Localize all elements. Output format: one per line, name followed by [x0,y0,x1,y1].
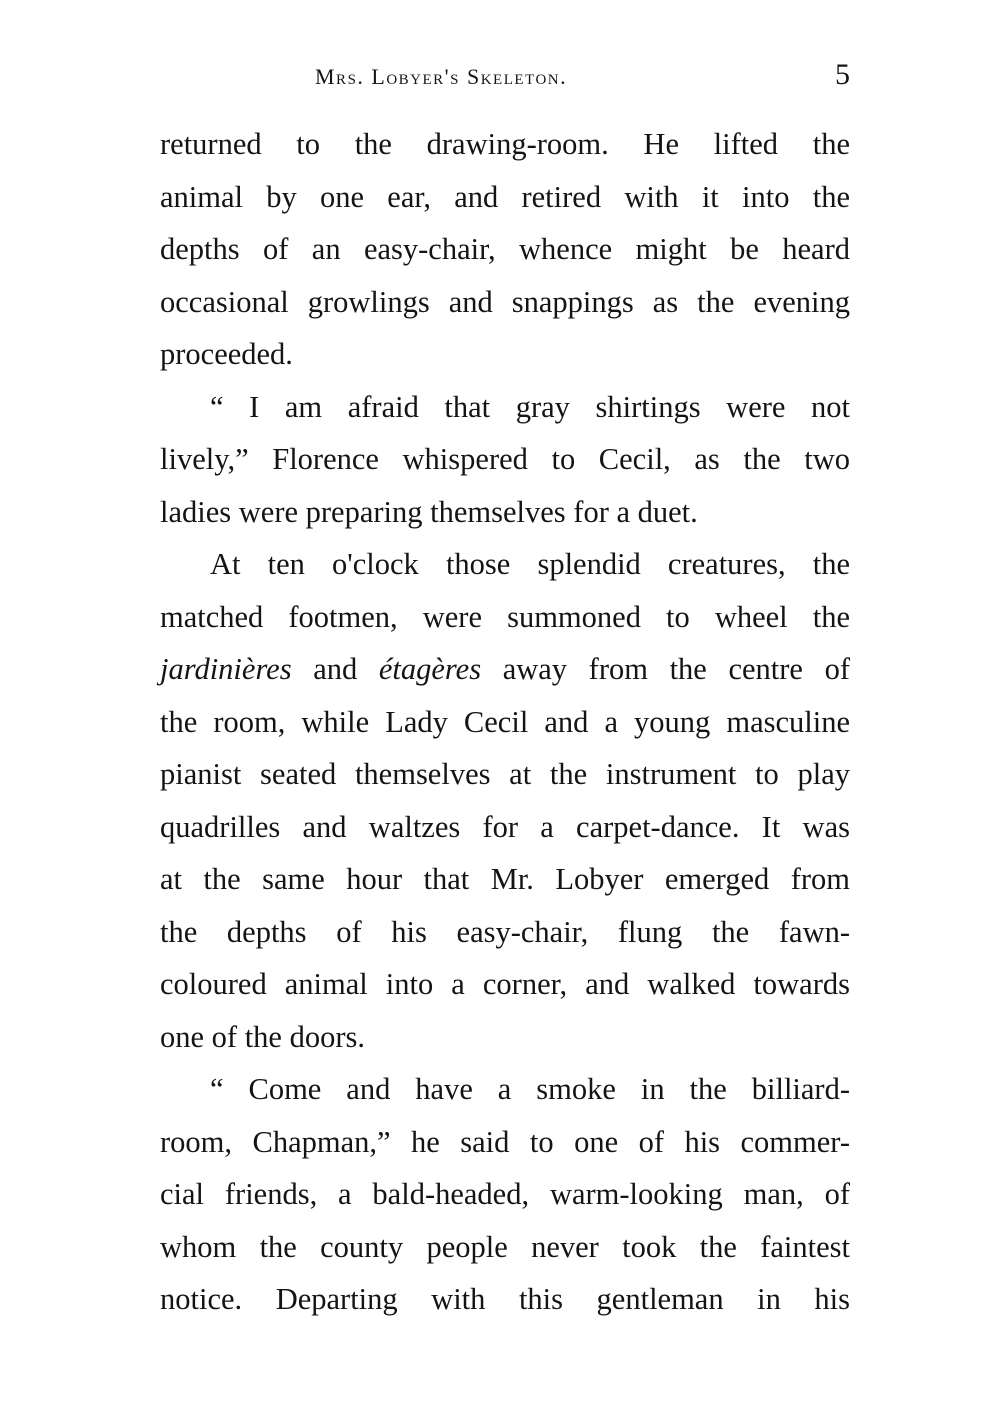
text-line: lively,” Florence whispered to Cecil, as the two [160,442,850,476]
text-line: ladies were preparing themselves for a duet. [160,494,698,529]
body-text [160,118,850,1326]
italic-word: étagères [378,652,482,686]
text-line: the depths of his easy-chair, flung the fawn- [160,914,850,949]
text-line: cial friends, a bald-headed, warm-looking man, of [160,1177,850,1211]
text-line: “ Come and have a smoke in the billiard- [210,1072,850,1106]
text-line: occasional growlings and snappings as the evening [160,284,850,319]
text-line: returned to the drawing-room. He lifted the [160,127,850,161]
text-line: coloured animal into a corner, and walked towards [160,967,850,1001]
text-line [160,643,850,696]
page-number: 5 [835,58,850,91]
paragraph [160,1063,850,1326]
text-fragment: and [291,652,379,686]
text-line: room, Chapman,” he said to one of his commer- [160,1124,850,1159]
text-line: whom the county people never took the faintest [160,1229,850,1264]
text-line: one of the doors. [160,1019,365,1054]
italic-word: jardinières [160,652,292,686]
text-line: quadrilles and waltzes for a carpet-dance. It was [160,809,850,844]
paragraph [160,538,850,1063]
text-line: At ten o'clock those splendid creatures, the [210,547,850,581]
text-fragment: away from the centre of [481,652,850,686]
paragraph [160,381,850,539]
running-title: Mrs. Lobyer's Skeleton. [315,64,568,89]
paragraph [160,118,850,381]
text-line: animal by one ear, and retired with it into the [160,179,850,214]
text-line: at the same hour that Mr. Lobyer emerged from [160,862,850,896]
text-line: pianist seated themselves at the instrument to play [160,757,850,791]
running-head [160,58,850,98]
text-line: “ I am afraid that gray shirtings were not [210,389,850,424]
text-line: depths of an easy-chair, whence might be heard [160,232,850,266]
text-line: proceeded. [160,337,293,371]
text-line: matched footmen, were summoned to wheel the [160,599,850,634]
text-line: the room, while Lady Cecil and a young masculine [160,704,850,739]
text-line: notice. Departing with this gentleman in his [160,1282,850,1316]
